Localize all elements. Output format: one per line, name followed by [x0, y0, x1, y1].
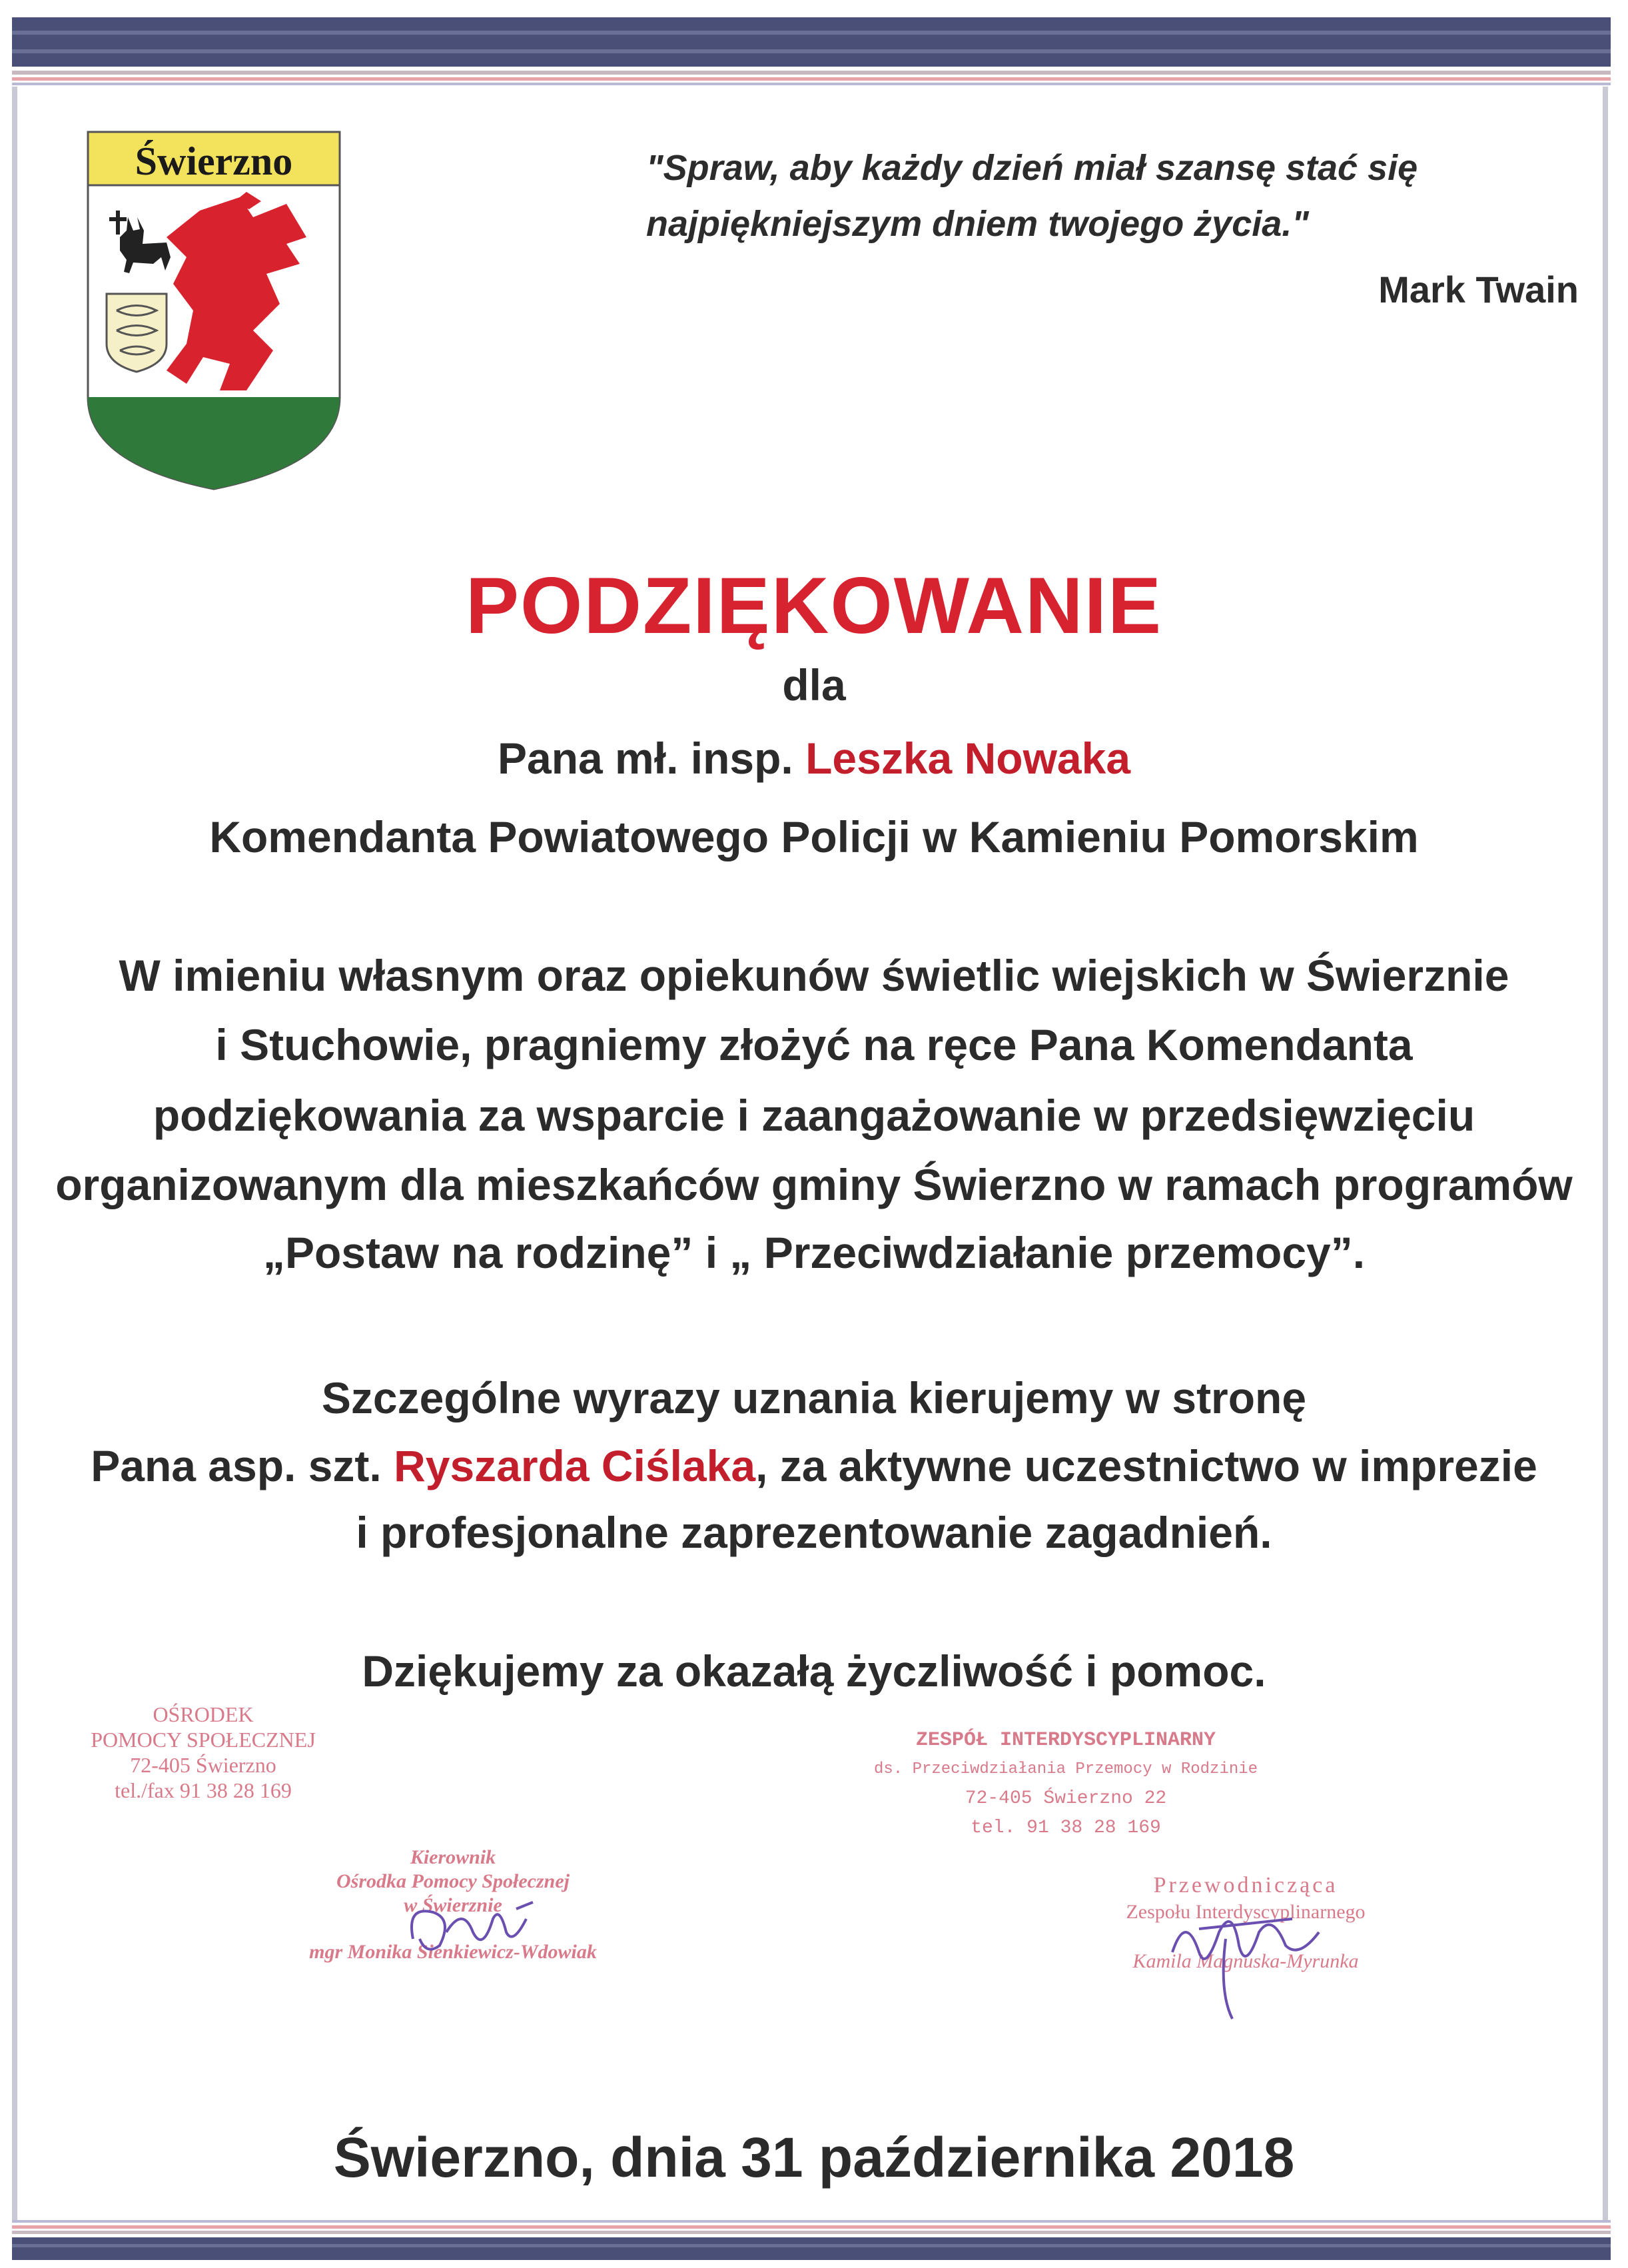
body-line: Szczególne wyrazy uznania kierujemy w stronę	[321, 1373, 1307, 1422]
stamp-line: tel. 91 38 28 169	[971, 1818, 1161, 1838]
stamp-line: ds. Przeciwdziałania Przemocy w Rodzinie	[873, 1760, 1258, 1778]
right-institution-stamp	[859, 1726, 1272, 1843]
addressee-role: Komendanta Powiatowego Policji w Kamieniu Pomorskim	[209, 812, 1419, 861]
left-border	[12, 87, 17, 2220]
stamp-role-line: Kierownik	[410, 1846, 496, 1868]
body-line: W imieniu własnym oraz opiekunów świetlic wiejskich w Świerznie	[119, 951, 1509, 1000]
addressee-line	[40, 733, 1588, 784]
stamp-role-line: Zespołu Interdyscyplinarnego	[1126, 1901, 1366, 1923]
top-border-stripes	[12, 17, 1611, 87]
stamp-line: tel./fax 91 38 28 169	[115, 1778, 292, 1802]
body-line: podziękowania za wsparcie i zaangażowanie w przedsięwzięciu	[153, 1091, 1475, 1140]
date-line: Świerzno, dnia 31 października 2018	[333, 2126, 1295, 2189]
body-line: „Postaw na rodzinę” i „ Przeciwdziałanie przemocy”.	[262, 1228, 1366, 1277]
body-suffix: , za aktywne uczestnictwo w imprezie	[755, 1441, 1537, 1490]
right-handwritten-signature	[1159, 1892, 1332, 2025]
quote	[646, 140, 1512, 252]
stamp-signer: Kamila Magnuska-Myrunka	[1132, 1950, 1359, 1972]
body-line: organizowanym dla mieszkańców gminy Świerzno w ramach programów	[55, 1160, 1573, 1209]
dla-text: dla	[782, 660, 846, 710]
griffin-coat-of-arms-icon	[87, 131, 341, 490]
body-line: i profesjonalne zaprezentowanie zagadnień.	[356, 1508, 1272, 1557]
body-line: i Stuchowie, pragniemy złożyć na ręce Pana Komendanta	[215, 1020, 1413, 1069]
right-border	[1603, 87, 1608, 2220]
quote-author: Mark Twain	[1378, 269, 1579, 310]
quote-line: najpiękniejszym dniem twojego życia."	[646, 204, 1309, 244]
stamp-line: OŚRODEK	[153, 1702, 254, 1726]
addressee-name: Leszka Nowaka	[805, 734, 1131, 783]
document-title: PODZIĘKOWANIE	[465, 561, 1163, 650]
quote-line: "Spraw, aby każdy dzień miał szansę stać się	[646, 148, 1418, 188]
highlight-name: Ryszarda Ciślaka	[394, 1441, 756, 1490]
left-institution-stamp	[47, 1702, 360, 1803]
thanks-line: Dziękujemy za okazałą życzliwość i pomoc.	[362, 1646, 1266, 1696]
stamp-role-line: Przewodnicząca	[1153, 1873, 1338, 1898]
addressee-prefix: Pana mł. insp.	[497, 734, 806, 783]
left-handwritten-signature	[400, 1892, 560, 1959]
stamp-line: ZESPÓŁ INTERDYSCYPLINARNY	[915, 1729, 1216, 1752]
stamp-line: 72-405 Świerzno	[130, 1753, 276, 1777]
bottom-border-stripes	[12, 2220, 1611, 2260]
stamp-role-line: Ośrodka Pomocy Społecznej	[336, 1870, 570, 1892]
body-line	[40, 1440, 1588, 1491]
stamp-line: POMOCY SPOŁECZNEJ	[91, 1728, 316, 1752]
stamp-line: 72-405 Świerzno 22	[965, 1788, 1167, 1809]
stamp-signer: mgr Monika Sienkiewicz-Wdowiak	[309, 1941, 597, 1963]
stamp-role-line: w Świerznie	[404, 1894, 502, 1916]
body-prefix: Pana asp. szt.	[91, 1441, 394, 1490]
crest-banner-text: Świerzno	[135, 139, 293, 183]
